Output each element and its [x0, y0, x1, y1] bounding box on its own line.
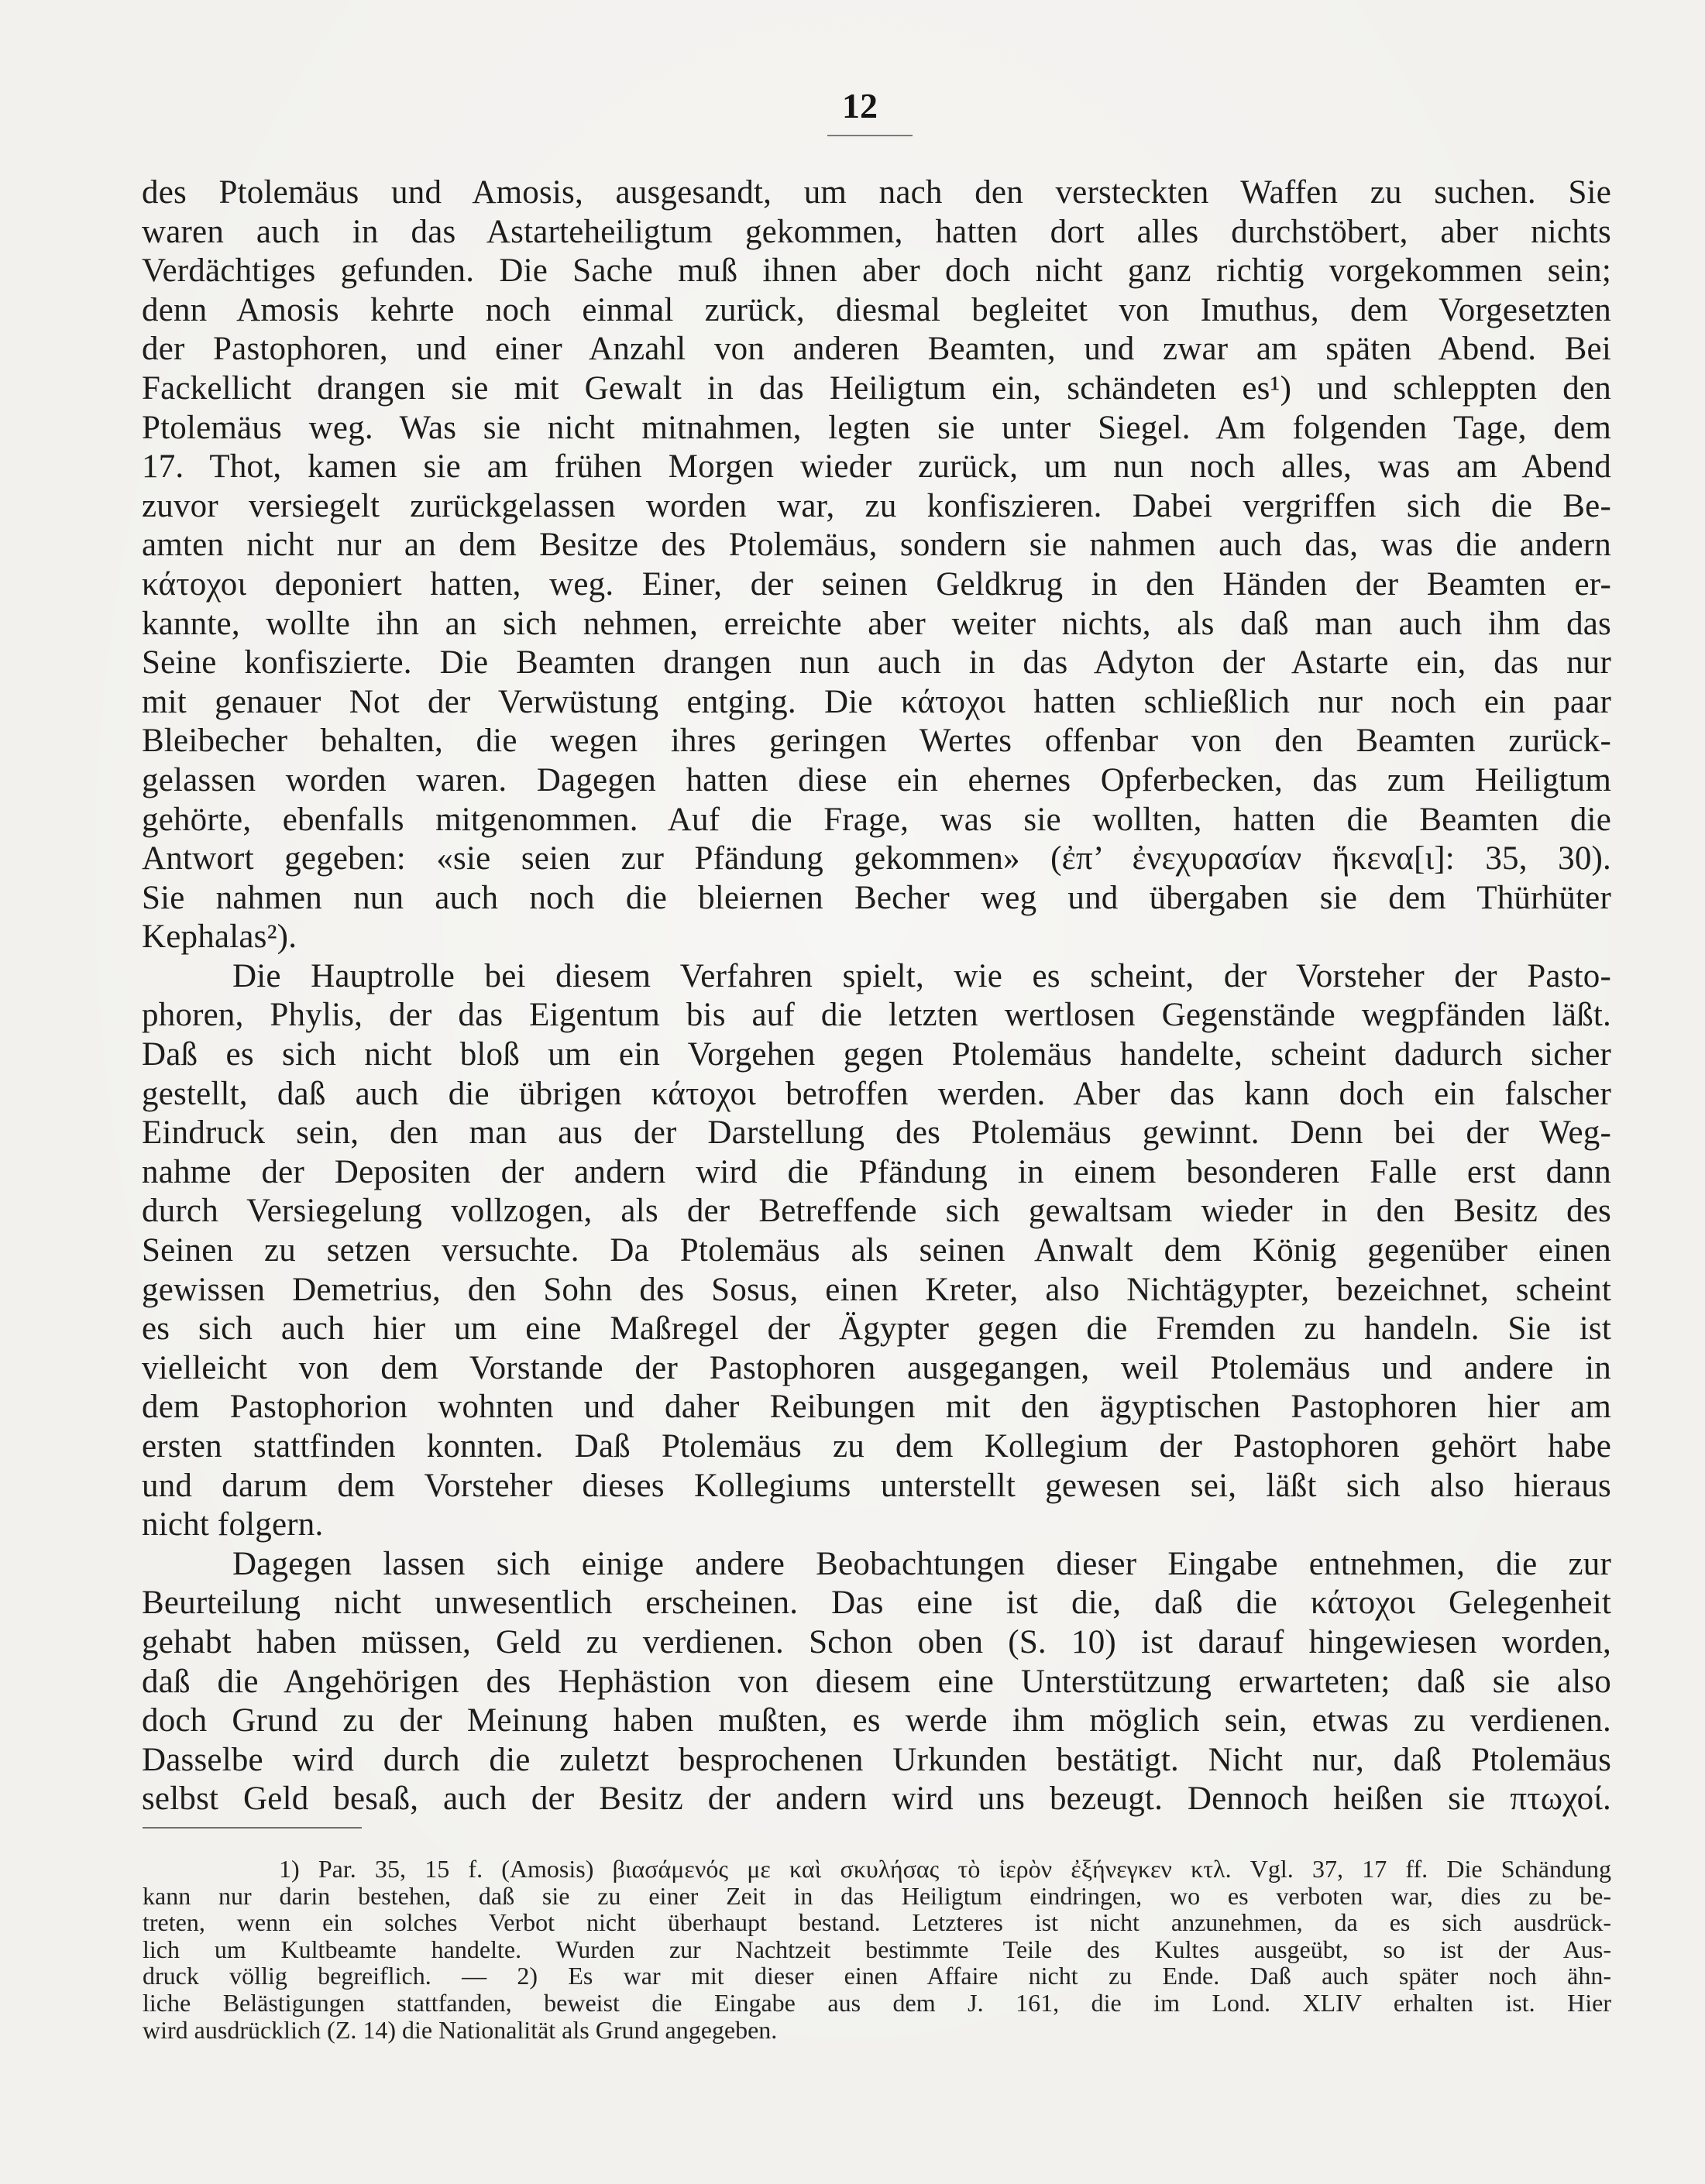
body-line: kannte, wollte ihn an sich nehmen, erreichte aber weiter nichts, als daß man auch ihm das — [142, 605, 1611, 642]
footnote-line: druck völlig begreiflich. — 2) Es war mit dieser einen Affaire nicht zu Ende. Daß auch später noch ähn- — [143, 1962, 1611, 1990]
body-line: Kephalas²). — [142, 919, 297, 956]
footnote-line: 1) Par. 35, 15 f. (Amosis) βιασάμενός με καὶ σκυλήσας τὸ ἱερὸν ἐξήνεγκεν κτλ. Vgl. 37, 17 ff. Die Schändung — [279, 1855, 1611, 1883]
body-line: Antwort gegeben: «sie seien zur Pfändung gekommen» (ἐπ’ ἐνεχυρασίαν ἥκενα[ι]: 35, 30). — [142, 840, 1611, 877]
body-line: gehörte, ebenfalls mitgenommen. Auf die Frage, was sie wollten, hatten die Beamten die — [142, 801, 1611, 838]
body-line: selbst Geld besaß, auch der Besitz der andern wird uns bezeugt. Dennoch heißen sie πτωχοί. — [142, 1781, 1611, 1818]
body-line: Verdächtiges gefunden. Die Sache muß ihnen aber doch nicht ganz richtig vorgekommen sein; — [142, 252, 1611, 290]
body-line: κάτοχοι deponiert hatten, weg. Einer, der seinen Geldkrug in den Händen der Beamten er- — [142, 565, 1611, 603]
body-line: Eindruck sein, den man aus der Darstellung des Ptolemäus gewinnt. Denn bei der Weg- — [142, 1114, 1611, 1152]
body-line: denn Amosis kehrte noch einmal zurück, diesmal begleitet von Imuthus, dem Vorgesetzten — [142, 291, 1611, 328]
body-line: zuvor versiegelt zurückgelassen worden war, zu konfiszieren. Dabei vergriffen sich die Be- — [142, 487, 1611, 524]
footnotes — [143, 1856, 1611, 2043]
page-number-rule — [827, 135, 913, 136]
footnote-line: wird ausdrücklich (Z. 14) die Nationalität als Grund angegeben. — [143, 2015, 778, 2044]
body-line: Beurteilung nicht unwesentlich erscheinen. Das eine ist die, daß die κάτοχοι Gelegenheit — [142, 1585, 1611, 1622]
body-line: nicht folgern. — [142, 1506, 324, 1544]
body-text — [142, 173, 1611, 1819]
body-line: Ptolemäus weg. Was sie nicht mitnahmen, legten sie unter Siegel. Am folgenden Tage, dem — [142, 409, 1611, 446]
body-line: Fackellicht drangen sie mit Gewalt in das Heiligtum ein, schändeten es¹) und schleppten den — [142, 369, 1611, 407]
body-line: ersten stattfinden konnten. Daß Ptolemäus zu dem Kollegium der Pastophoren gehört habe — [142, 1428, 1611, 1465]
body-line: 17. Thot, kamen sie am frühen Morgen wieder zurück, um nun noch alles, was am Abend — [142, 448, 1611, 486]
body-line: Bleibecher behalten, die wegen ihres geringen Wertes offenbar von den Beamten zurück- — [142, 723, 1611, 760]
body-line: Dasselbe wird durch die zuletzt besprochenen Urkunden bestätigt. Nicht nur, daß Ptolemäus — [142, 1741, 1611, 1778]
body-line: der Pastophoren, und einer Anzahl von anderen Beamten, und zwar am späten Abend. Bei — [142, 331, 1611, 368]
body-line: mit genauer Not der Verwüstung entging. Die κάτοχοι hatten schließlich nur noch ein paar — [142, 683, 1611, 720]
body-line: phoren, Phylis, der das Eigentum bis auf die letzten wertlosen Gegenstände wegpfänden läßt. — [142, 997, 1611, 1034]
body-line: gestellt, daß auch die übrigen κάτοχοι betroffen werden. Aber das kann doch ein falscher — [142, 1075, 1611, 1112]
body-line: Seinen zu setzen versuchte. Da Ptolemäus als seinen Anwalt dem König gegenüber einen — [142, 1232, 1611, 1269]
body-line: Daß es sich nicht bloß um ein Vorgehen gegen Ptolemäus handelte, scheint dadurch sicher — [142, 1036, 1611, 1073]
body-line: gehabt haben müssen, Geld zu verdienen. Schon oben (S. 10) ist darauf hingewiesen worden, — [142, 1623, 1611, 1660]
body-line-paragraph-start: Dagegen lassen sich einige andere Beobachtungen dieser Eingabe entnehmen, die zur — [232, 1545, 1611, 1582]
body-line-paragraph-start: Die Hauptrolle bei diesem Verfahren spielt, wie es scheint, der Vorsteher der Pasto- — [232, 957, 1611, 994]
body-line: und darum dem Vorsteher dieses Kollegiums unterstellt gewesen sei, läßt sich also hieraus — [142, 1467, 1611, 1504]
body-line: durch Versiegelung vollzogen, als der Betreffende sich gewaltsam wieder in den Besitz des — [142, 1193, 1611, 1230]
footnote-line: kann nur darin bestehen, daß sie zu einer Zeit in das Heiligtum eindringen, wo es verboten war, dies zu be- — [143, 1881, 1611, 1910]
body-line: Seine konfiszierte. Die Beamten drangen nun auch in das Adyton der Astarte ein, das nur — [142, 644, 1611, 682]
footnote-line: liche Belästigungen stattfanden, beweist die Eingabe aus dem J. 161, die im Lond. XLIV erhalten ist. Hier — [143, 1988, 1611, 2017]
body-line: amten nicht nur an dem Besitze des Ptolemäus, sondern sie nahmen auch das, was die andern — [142, 527, 1611, 564]
page-number: 12 — [842, 86, 878, 125]
body-line: dem Pastophorion wohnten und daher Reibungen mit den ägyptischen Pastophoren hier am — [142, 1389, 1611, 1426]
footnote-line: treten, wenn ein solches Verbot nicht überhaupt bestand. Letzteres ist nicht anzunehmen, da es sich ausdrück- — [143, 1908, 1611, 1937]
body-line: gewissen Demetrius, den Sohn des Sosus, einen Kreter, also Nichtägypter, bezeichnet, scheint — [142, 1271, 1611, 1308]
footnote-separator — [143, 1827, 362, 1829]
footnote-line: lich um Kultbeamte handelte. Wurden zur Nachtzeit bestimmte Teile des Kultes ausgeübt, so ist der Aus- — [143, 1935, 1611, 1963]
body-line: es sich auch hier um eine Maßregel der Ägypter gegen die Fremden zu handeln. Sie ist — [142, 1310, 1611, 1348]
body-line: des Ptolemäus und Amosis, ausgesandt, um nach den versteckten Waffen zu suchen. Sie — [142, 174, 1611, 211]
body-line: waren auch in das Astarteheiligtum gekommen, hatten dort alles durchstöbert, aber nichts — [142, 213, 1611, 250]
body-line: vielleicht von dem Vorstande der Pastophoren ausgegangen, weil Ptolemäus und andere in — [142, 1349, 1611, 1386]
body-line: Sie nahmen nun auch noch die bleiernen Becher weg und übergaben sie dem Thürhüter — [142, 879, 1611, 916]
body-line: nahme der Depositen der andern wird die Pfändung in einem besonderen Falle erst dann — [142, 1153, 1611, 1190]
body-line: daß die Angehörigen des Hephästion von diesem eine Unterstützung erwarteten; daß sie also — [142, 1663, 1611, 1700]
body-line: doch Grund zu der Meinung haben mußten, es werde ihm möglich sein, etwas zu verdienen. — [142, 1702, 1611, 1739]
body-line: gelassen worden waren. Dagegen hatten diese ein ehernes Opferbecken, das zum Heiligtum — [142, 761, 1611, 798]
